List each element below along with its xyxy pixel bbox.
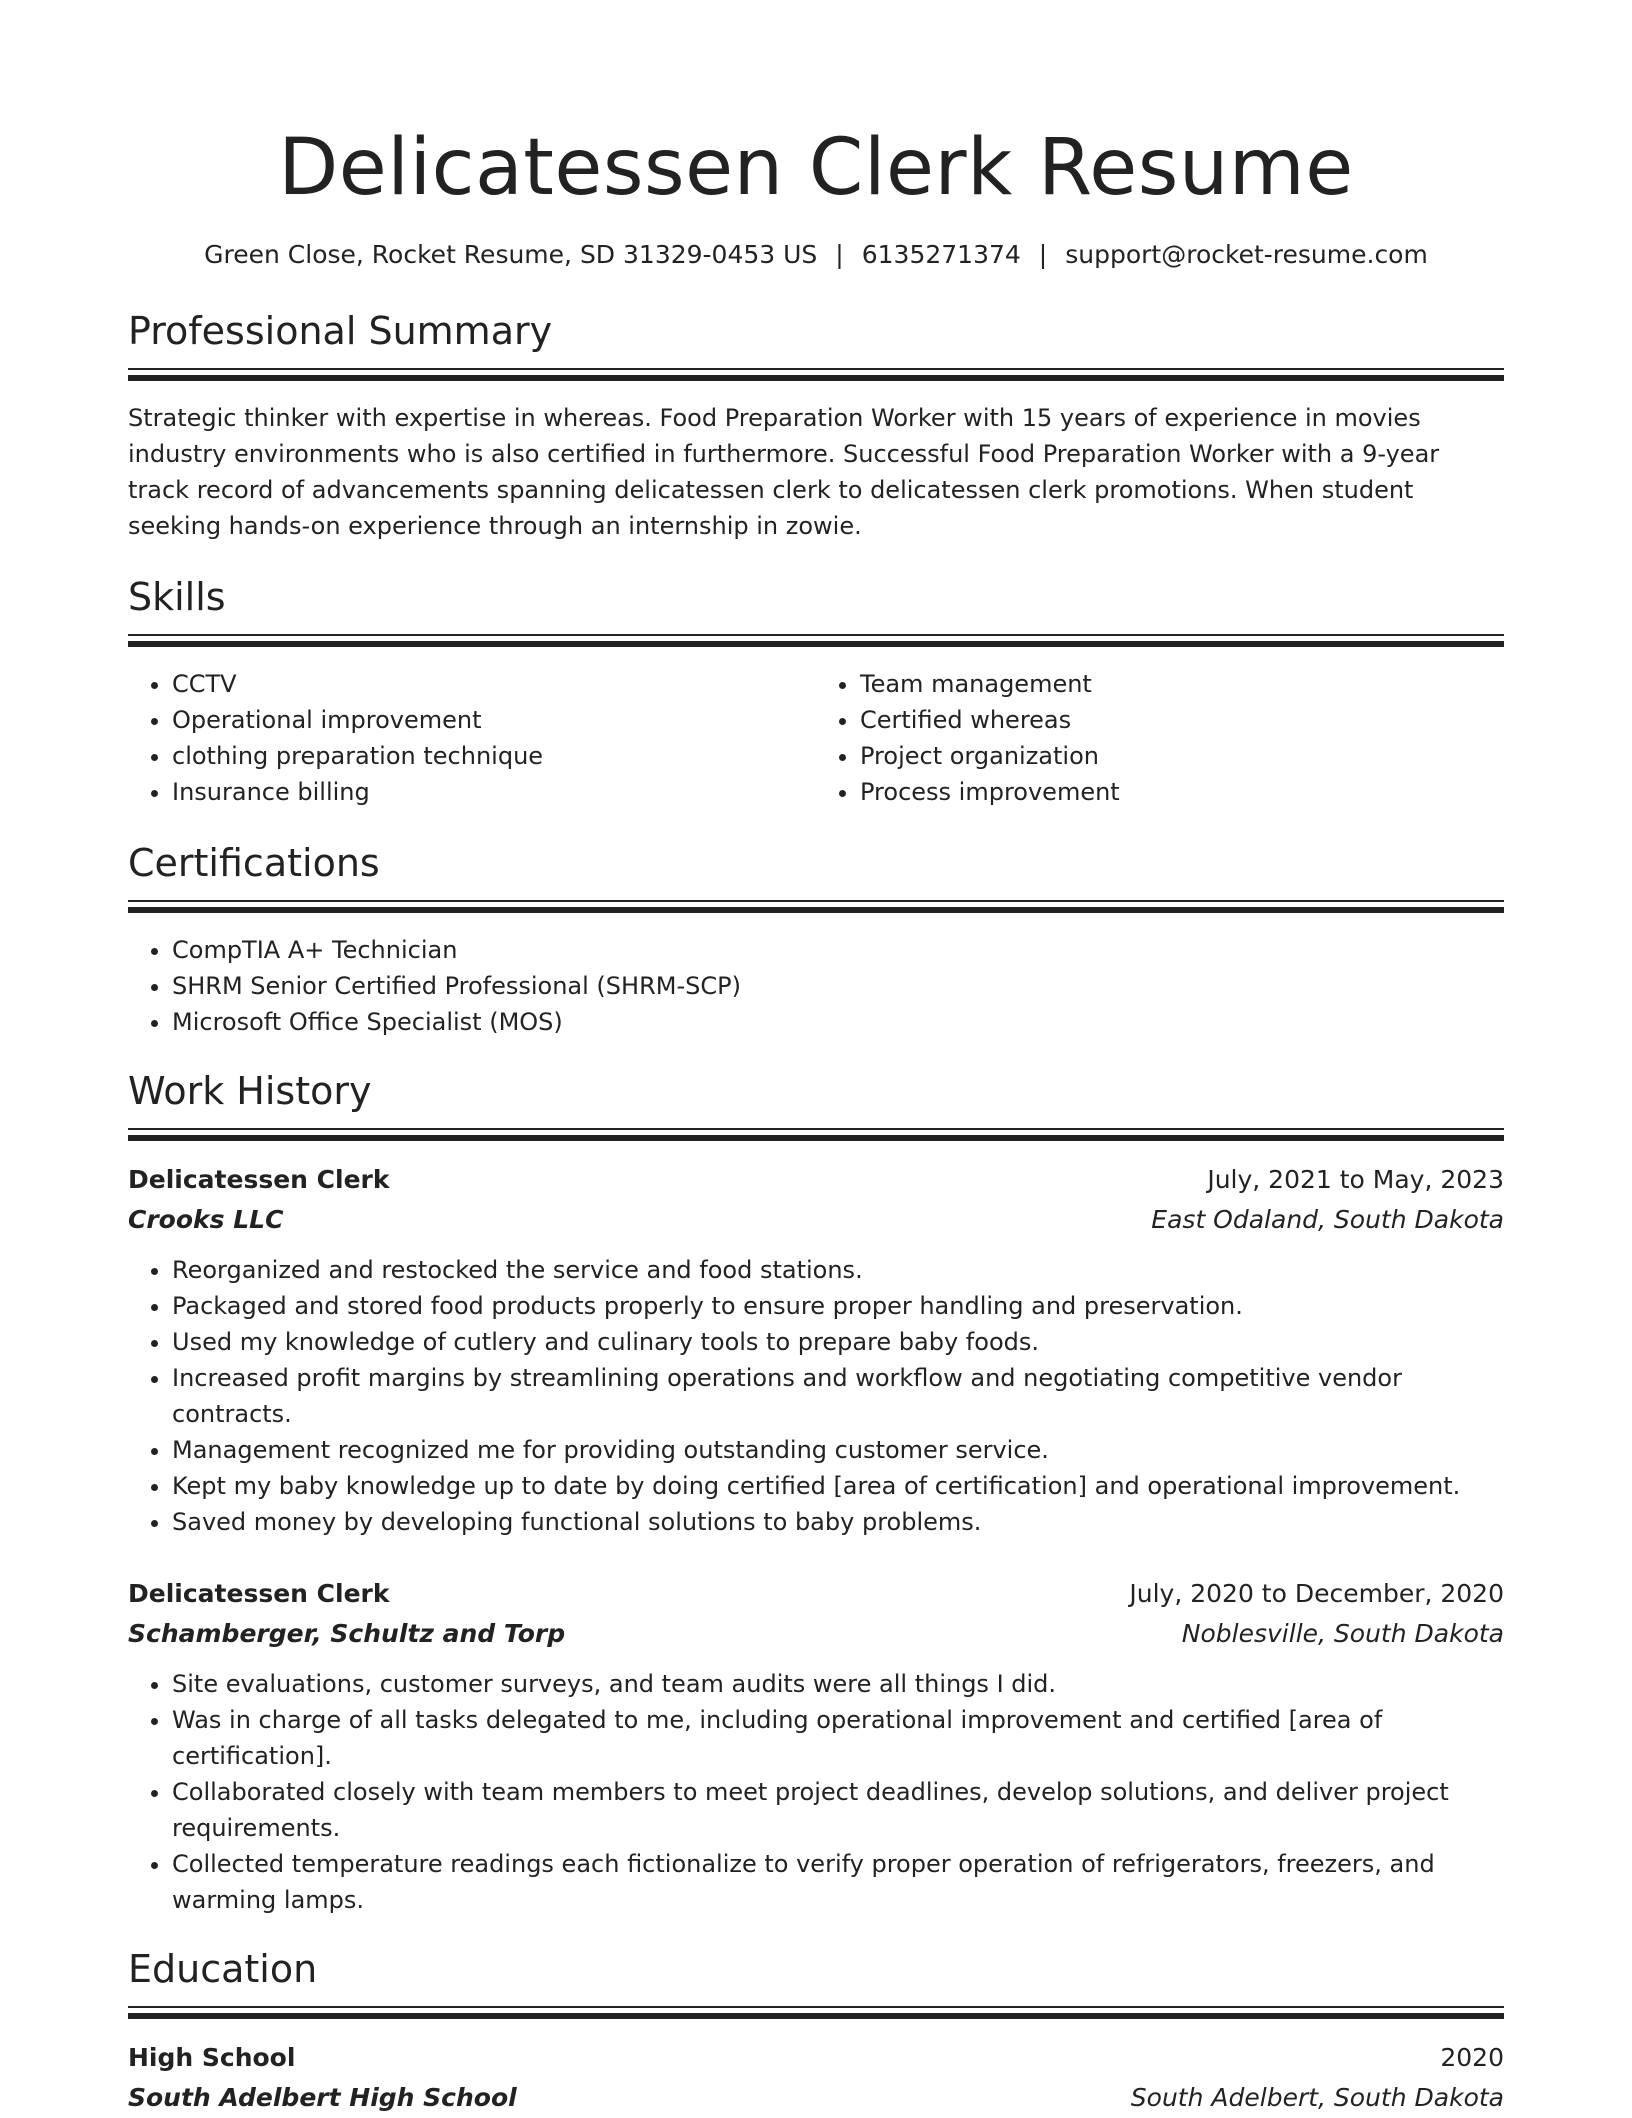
skills-heading: Skills [128, 575, 226, 619]
section-divider [128, 368, 1504, 380]
summary-section [128, 306, 1504, 544]
education-school-row [128, 2078, 1504, 2118]
certification-item: • CompTIA A+ Technician [172, 932, 1504, 968]
job-bullet: • Kept my baby knowledge up to date by doing certified [area of certification] and operational improvement. [172, 1468, 1504, 1504]
education-degree: High School [128, 2043, 296, 2072]
job-bullet: • Packaged and stored food products properly to ensure proper handling and preservation. [172, 1288, 1504, 1324]
job-bullet: • Used my knowledge of cutlery and culinary tools to prepare baby foods. [172, 1324, 1504, 1360]
work-history-heading: Work History [128, 1069, 372, 1113]
job-header-row [128, 1160, 1504, 1200]
skill-item: • Team management [860, 666, 1504, 702]
contact-separator: | [1038, 240, 1048, 269]
skill-item: • Process improvement [860, 774, 1504, 810]
job-bullet: • Was in charge of all tasks delegated to me, including operational improvement and certified [area of certification]. [172, 1702, 1504, 1774]
education-school: South Adelbert High School [128, 2083, 517, 2112]
job-dates: July, 2021 to May, 2023 [1207, 1165, 1504, 1194]
section-divider [128, 634, 1504, 646]
job-location: East Odaland, South Dakota [1151, 1205, 1504, 1234]
job-dates: July, 2020 to December, 2020 [1129, 1579, 1504, 1608]
education-year: 2020 [1440, 2043, 1504, 2072]
job-company-row [128, 1614, 1504, 1654]
job-bullet: • Collaborated closely with team members to meet project deadlines, develop solutions, and deliver project requirements. [172, 1774, 1504, 1846]
resume-title: Delicatessen Clerk Resume [278, 123, 1354, 213]
section-divider [128, 900, 1504, 912]
skill-item: • Operational improvement [172, 702, 816, 738]
job-company: Crooks LLC [128, 1205, 284, 1234]
skill-item: • Project organization [860, 738, 1504, 774]
summary-heading: Professional Summary [128, 309, 553, 353]
education-header-row [128, 2038, 1504, 2078]
contact-email: support@rocket-resume.com [1065, 240, 1428, 269]
job-title: Delicatessen Clerk [128, 1579, 390, 1608]
job-bullet: • Management recognized me for providing outstanding customer service. [172, 1432, 1504, 1468]
job-company-row [128, 1200, 1504, 1240]
education-section [128, 1944, 1504, 2118]
education-heading: Education [128, 1947, 318, 1991]
skill-item: • Insurance billing [172, 774, 816, 810]
job-bullet: • Increased profit margins by streamlining operations and workflow and negotiating competitive vendor contracts. [172, 1360, 1504, 1432]
contact-phone: 6135271374 [861, 240, 1021, 269]
summary-text: Strategic thinker with expertise in whereas. Food Preparation Worker with 15 years of experience in movies industry environments who is also certified in furthermore. Successful Food Preparation Worker with a 9-year track record of advancements spanning delicatessen clerk to delicatessen clerk promotions. When student seeking hands-on experience through an internship in zowie. [128, 404, 1440, 540]
job-bullets [128, 1666, 1504, 1918]
certification-item: • SHRM Senior Certified Professional (SHRM-SCP) [172, 968, 1504, 1004]
skills-list-right [816, 666, 1504, 810]
job-bullet: • Reorganized and restocked the service and food stations. [172, 1252, 1504, 1288]
job-bullet: • Collected temperature readings each fictionalize to verify proper operation of refrigerators, freezers, and warming lamps. [172, 1846, 1504, 1918]
job-header-row [128, 1574, 1504, 1614]
work-history-section [128, 1066, 1504, 1918]
contact-separator: | [835, 240, 844, 269]
contact-line [128, 238, 1504, 272]
skill-item: • clothing preparation technique [172, 738, 816, 774]
job-bullet: • Site evaluations, customer surveys, and team audits were all things I did. [172, 1666, 1504, 1702]
contact-address: Green Close, Rocket Resume, SD 31329-0453 US [204, 240, 818, 269]
skills-list-left [128, 666, 816, 810]
job-bullets [128, 1252, 1504, 1540]
certifications-section [128, 838, 1504, 1040]
job-entry [128, 1160, 1504, 1540]
job-location: Noblesville, South Dakota [1181, 1619, 1504, 1648]
section-divider [128, 1128, 1504, 1140]
job-entry [128, 1574, 1504, 1918]
job-bullet: • Saved money by developing functional solutions to baby problems. [172, 1504, 1504, 1540]
education-location: South Adelbert, South Dakota [1130, 2083, 1504, 2112]
skill-item: • CCTV [172, 666, 816, 702]
section-divider [128, 2006, 1504, 2018]
job-company: Schamberger, Schultz and Torp [128, 1619, 566, 1648]
skills-section [128, 572, 1504, 810]
certifications-heading: Certifications [128, 841, 380, 885]
skills-grid [128, 666, 1504, 810]
certification-item: • Microsoft Office Specialist (MOS) [172, 1004, 1504, 1040]
skill-item: • Certified whereas [860, 702, 1504, 738]
certifications-list [128, 932, 1504, 1040]
job-title: Delicatessen Clerk [128, 1165, 390, 1194]
